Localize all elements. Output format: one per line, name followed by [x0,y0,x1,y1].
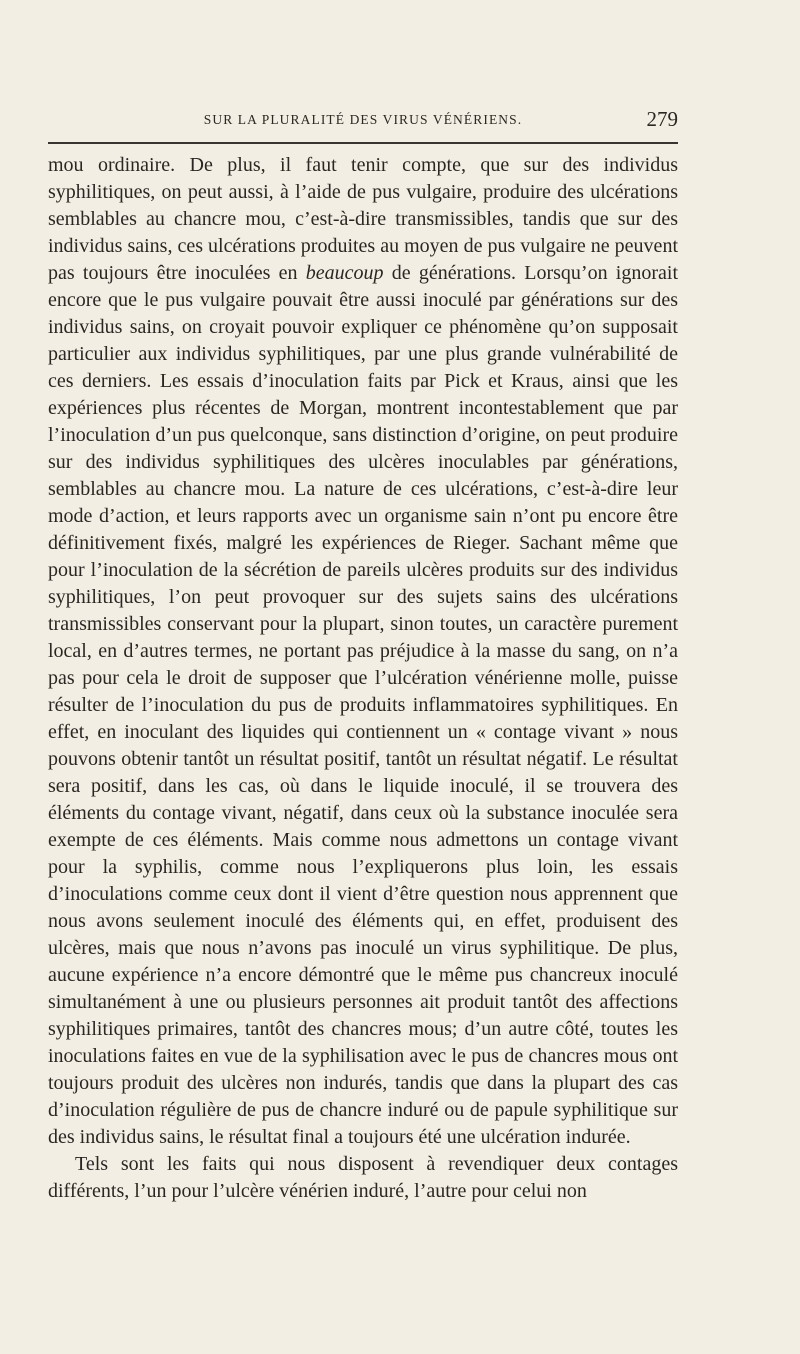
running-title: SUR LA PLURALITÉ DES VIRUS VÉNÉRIENS. [203,112,523,127]
emphasis-beaucoup: beaucoup [305,262,384,284]
paragraph-1-text-b: de générations. Lorsqu’on ignorait encore que le pus vulgaire pouvait être aussi inoculé par générations sur des individus sains, on croyait pouvoir expliquer ce phénomène qu’on supposait particulier aux individus syphilitiques, par une plus grande vulnérabilité de ces derniers. Les essais d’inoculation faits par Pick et Kraus, ainsi que les expériences plus récentes de Morgan, montrent incontestablement que par l’inoculation d’un pus quelconque, sans distinction d’origine, on peut produire sur des individus syphilitiques des ulcères inoculables par générations, semblables au chancre mou. La nature de ces ulcérations, c’est-à-dire leur mode d’action, et leurs rapports avec un organisme sain n’ont pu encore être définitivement fixés, malgré les expériences de Rieger. Sachant même que pour l’inoculation de la sécrétion de pareils ulcères produits sur des individus syphilitiques, l’on peut provoquer sur des sujets sains des ulcérations transmissibles conservant pour la plupart, sinon toutes, un caractère purement local, en d’autres termes, ne portant pas préjudice à la masse du sang, on n’a pas pour cela le droit de supposer que l’ulcération vénérienne molle, puisse résulter de l’inoculation du pus de produits inflammatoires syphilitiques. En effet, en inoculant des liquides qui contiennent un « contage vivant » nous pouvons obtenir tantôt un résultat positif, tantôt un résultat négatif. Le résultat sera positif, dans les cas, où dans le liquide inoculé, il se trouvera des éléments du contage vivant, négatif, dans ceux où la substance inoculée sera exempte de ces éléments. Mais comme nous admettons un contage vivant pour la syphilis, comme nous l’expliquerons plus loin, les essais d’inoculations comme ceux dont il vient d’être question nous apprennent que nous avons seulement inoculé des éléments qui, en effet, produisent des ulcères, mais que nous n’avons pas inoculé un virus syphilitique. De plus, aucune expérience n’a encore démontré que le même pus chancreux inoculé simultanément à une ou plusieurs personnes ait produit tantôt des affections syphilitiques primaires, tantôt des chancres mous; d’un autre côté, toutes les inoculations faites en vue de la syphilisation avec le pus de chancres mous ont toujours produit des ulcères non indurés, tandis que dans la plupart des cas d’inoculation régulière de pus de chancre induré ou de papule syphilitique sur des individus sains, le résultat final a toujours été une ulcération indurée. [48,262,679,1148]
paragraph-1 [48,152,678,1151]
page-number: 279 [646,107,678,131]
paragraph-2: Tels sont les faits qui nous disposent à revendiquer deux contages différents, l’un pour l’ulcère vénérien induré, l’autre pour celui non [48,1153,678,1202]
body-text [48,152,678,1205]
header-rule [48,142,678,144]
page-header [48,108,678,138]
paragraph-1-text-a: mou ordinaire. De plus, il faut tenir compte, que sur des individus syphilitiques, on peut aussi, à l’aide de pus vulgaire, produire des ulcérations semblables au chancre mou, c’est-à-dire transmissibles, tandis que sur des individus sains, ces ulcérations produites au moyen de pus vulgaire ne peuvent pas toujours être inoculées en [48,154,678,284]
